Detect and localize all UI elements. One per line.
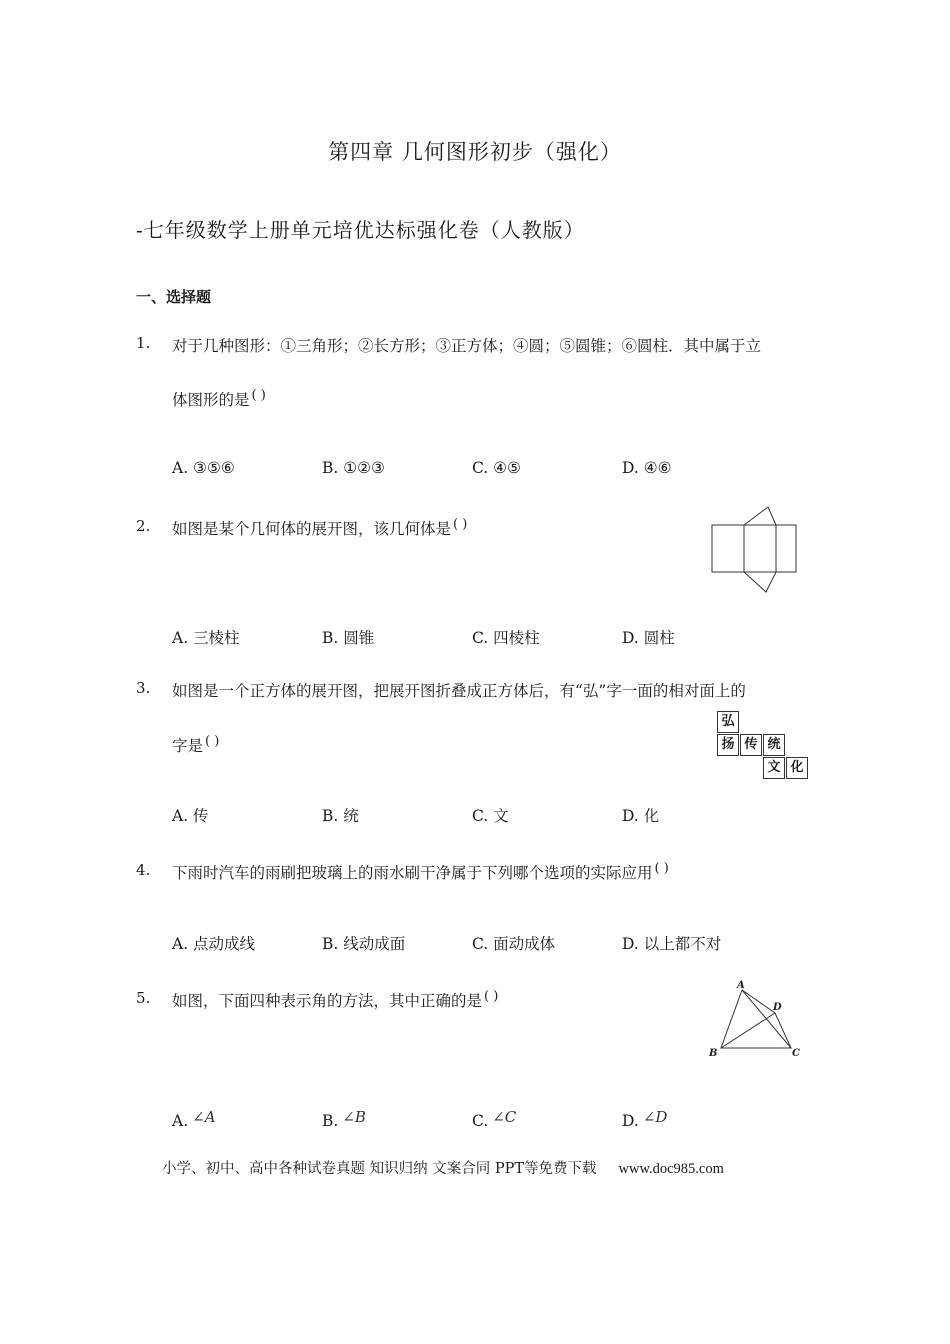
question-4-number: 4. <box>136 861 151 879</box>
question-3-number: 3. <box>136 679 151 697</box>
question-4-option-c: C. 面动成体 <box>472 935 556 953</box>
cube-face-yang: 扬 <box>717 734 739 756</box>
question-2-number: 2. <box>136 517 151 535</box>
question-3-option-d: D. 化 <box>622 807 660 825</box>
cube-face-chuan: 传 <box>740 734 762 756</box>
vertex-label-c: C <box>792 1048 800 1059</box>
angle-symbol: ∠C <box>492 1108 517 1126</box>
question-2-text <box>172 517 467 539</box>
question-5-option-a <box>172 1108 216 1130</box>
question-2-option-b: B. 圆锥 <box>322 629 375 647</box>
question-4-option-d: D. 以上都不对 <box>622 935 722 953</box>
question-5-option-c-letter: C. <box>472 1112 489 1130</box>
question-1-option-b: B. ①②③ <box>322 459 385 477</box>
question-3-text-line2 <box>172 734 219 756</box>
angle-symbol: ∠A <box>192 1108 216 1126</box>
question-1-option-c: C. ④⑤ <box>472 459 521 477</box>
question-5-option-c <box>472 1108 517 1130</box>
question-4-text-content: 下雨时汽车的雨刷把玻璃上的雨水刷干净属于下列哪个选项的实际应用 <box>172 864 653 882</box>
vertex-label-b: B <box>709 1048 718 1059</box>
prism-net-figure <box>710 505 800 595</box>
question-4-option-b: B. 线动成面 <box>322 935 406 953</box>
question-5-text <box>172 989 498 1011</box>
question-1-option-a: A. ③⑤⑥ <box>172 459 235 477</box>
question-5-option-d <box>622 1108 668 1130</box>
question-1-text-line2-content: 体图形的是 <box>172 391 250 409</box>
page-title: 第四章 几何图形初步（强化） <box>328 140 622 164</box>
question-3-option-a: A. 传 <box>172 807 209 825</box>
question-4-option-a: A. 点动成线 <box>172 935 256 953</box>
answer-paren: ( ) <box>205 734 220 749</box>
question-2-option-a: A. 三棱柱 <box>172 629 240 647</box>
question-5-number: 5. <box>136 989 151 1007</box>
cube-net-figure <box>717 711 813 781</box>
angle-symbol: ∠D <box>642 1108 668 1126</box>
question-5-text-content: 如图，下面四种表示角的方法，其中正确的是 <box>172 992 483 1010</box>
answer-paren: ( ) <box>251 388 266 403</box>
question-5-option-b <box>322 1108 366 1130</box>
answer-paren: ( ) <box>484 989 499 1004</box>
question-2-option-c: C. 四棱柱 <box>472 629 540 647</box>
page-footer <box>162 1157 724 1178</box>
vertex-label-d: D <box>773 1002 782 1013</box>
cube-face-hong: 弘 <box>717 711 739 733</box>
cube-face-wen: 文 <box>763 757 785 779</box>
angle-symbol: ∠B <box>342 1108 366 1126</box>
question-3-option-b: B. 统 <box>322 807 359 825</box>
question-1-number: 1. <box>136 334 151 352</box>
cube-face-tong: 统 <box>763 734 785 756</box>
question-3-option-c: C. 文 <box>472 807 509 825</box>
vertex-label-a: A <box>737 980 745 991</box>
question-4-text <box>172 861 669 883</box>
question-5-option-a-letter: A. <box>172 1112 189 1130</box>
answer-paren: ( ) <box>654 861 669 876</box>
footer-text: 小学、初中、高中各种试卷真题 知识归纳 文案合同 PPT等免费下载 <box>162 1161 597 1177</box>
question-2-text-content: 如图是某个几何体的展开图，该几何体是 <box>172 520 452 538</box>
cube-face-hua: 化 <box>786 757 808 779</box>
question-1-text-line1: 对于几种图形：①三角形；②长方形；③正方体；④圆；⑤圆锥；⑥圆柱．其中属于立 <box>172 337 762 355</box>
answer-paren: ( ) <box>453 517 468 532</box>
section-heading: 一、选择题 <box>136 288 212 306</box>
question-3-text-line1: 如图是一个正方体的展开图，把展开图折叠成正方体后，有“弘”字一面的相对面上的 <box>172 682 746 700</box>
triangle-figure <box>705 978 805 1063</box>
question-5-option-b-letter: B. <box>322 1112 339 1130</box>
question-5-option-d-letter: D. <box>622 1112 639 1130</box>
footer-url[interactable]: www.doc985.com <box>618 1161 724 1177</box>
question-1-option-d: D. ④⑥ <box>622 459 672 477</box>
question-1-text-line2 <box>172 388 266 410</box>
question-3-text-line2-content: 字是 <box>172 737 204 755</box>
page-subtitle: -七年级数学上册单元培优达标强化卷（人教版） <box>136 218 585 242</box>
question-2-option-d: D. 圆柱 <box>622 629 675 647</box>
